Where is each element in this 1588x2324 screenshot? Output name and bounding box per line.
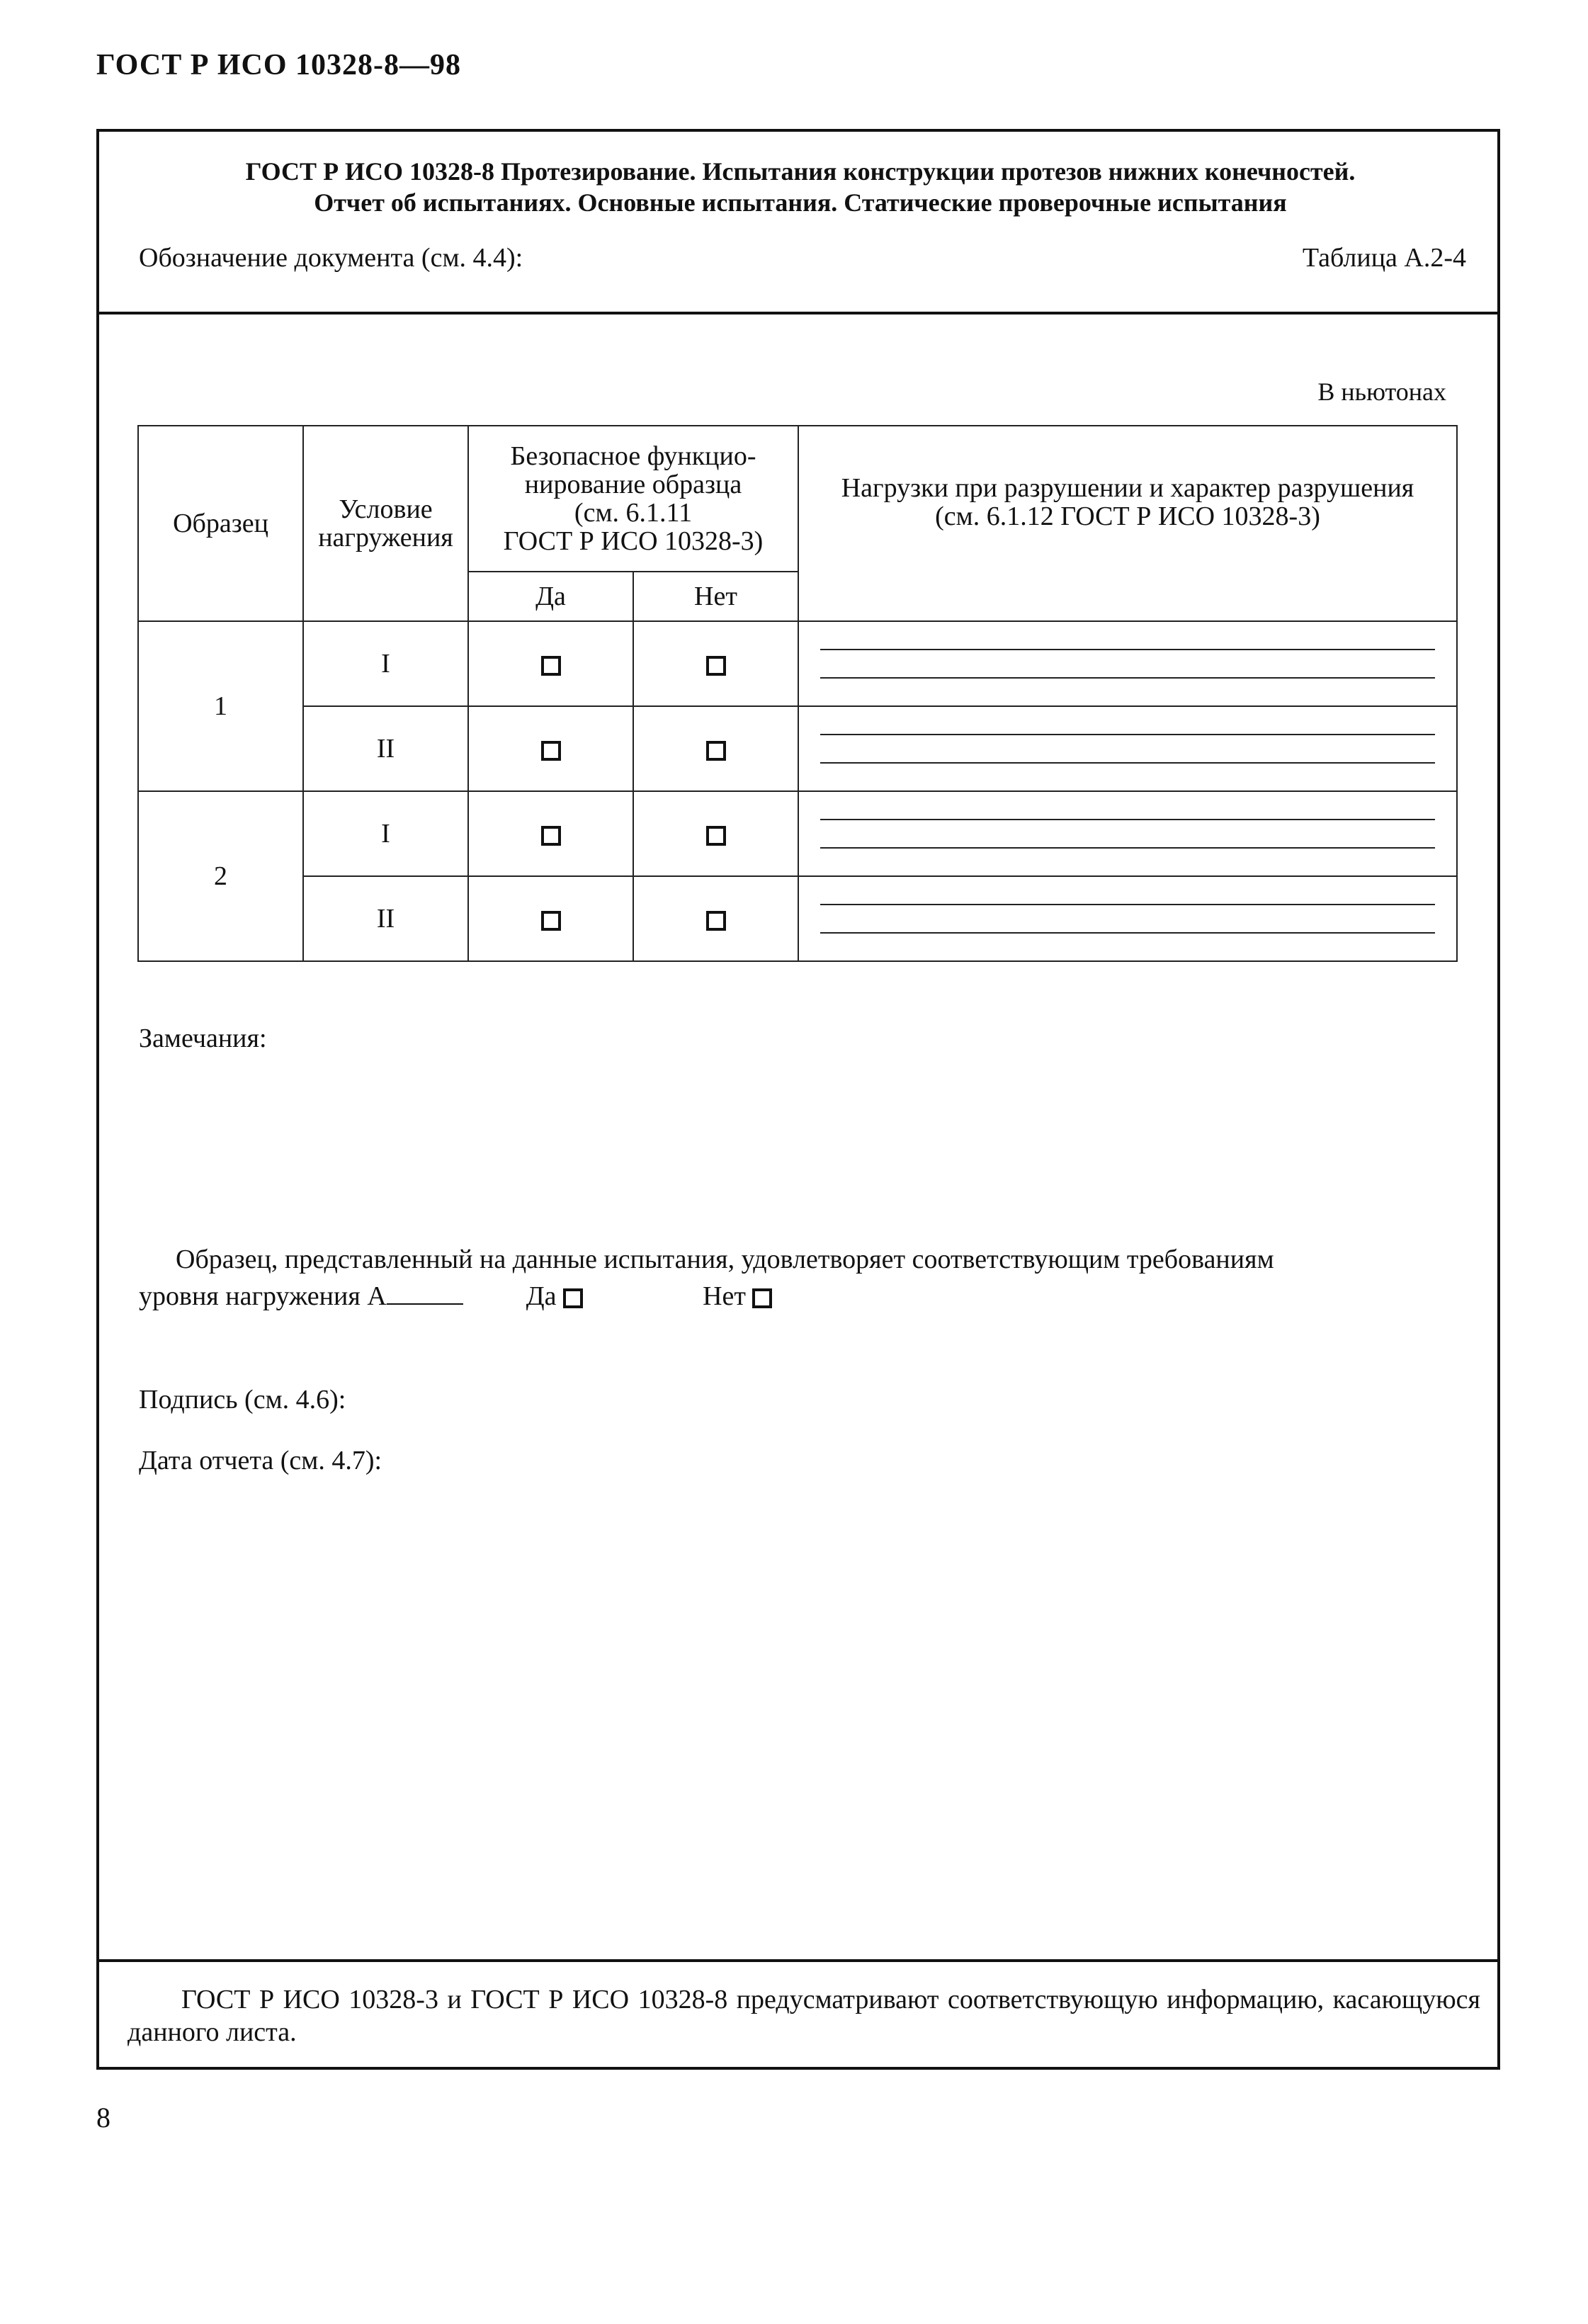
yes-checkbox[interactable] <box>468 876 633 961</box>
load-condition: II <box>303 876 468 961</box>
load-condition: I <box>303 621 468 706</box>
failure-loads-entry[interactable] <box>798 706 1457 791</box>
table-row <box>138 621 1457 706</box>
conformity-yes-checkbox[interactable] <box>563 1288 583 1308</box>
conformity-no-label: Нет <box>703 1281 746 1311</box>
sample-number: 2 <box>138 791 303 961</box>
no-checkbox[interactable] <box>633 791 798 876</box>
header-no: Нет <box>633 572 798 621</box>
remarks-label: Замечания: <box>139 1024 267 1053</box>
table-row <box>138 791 1457 876</box>
yes-checkbox[interactable] <box>468 621 633 706</box>
checkbox-icon <box>541 911 561 931</box>
conformity-no-checkbox[interactable] <box>752 1288 772 1308</box>
conformity-statement: Образец, представленный на данные испытания, удовлетворяет соответствующим требованиям <box>176 1245 1274 1274</box>
header-failure-loads-line-1: Нагрузки при разрушении и характер разрушения <box>841 473 1414 503</box>
footer-note: ГОСТ Р ИСО 10328-3 и ГОСТ Р ИСО 10328-8 предусматривают соответствующую информацию, касающуюся данного листа. <box>127 1985 1480 2047</box>
sample-number: 1 <box>138 621 303 791</box>
load-condition: I <box>303 791 468 876</box>
conformity-load-level <box>139 1281 772 1312</box>
no-checkbox[interactable] <box>633 621 798 706</box>
checkbox-icon <box>541 826 561 846</box>
header-load-condition <box>303 426 468 621</box>
header-safe-function-line-4: ГОСТ Р ИСО 10328-3) <box>503 526 764 556</box>
conformity-yes-label: Да <box>526 1281 557 1311</box>
table-row <box>138 876 1457 961</box>
load-level-field[interactable] <box>387 1282 463 1305</box>
checkbox-icon <box>706 826 726 846</box>
checkbox-icon <box>706 656 726 676</box>
failure-loads-entry[interactable] <box>798 876 1457 961</box>
document-header-code: ГОСТ Р ИСО 10328-8—98 <box>96 49 462 81</box>
header-failure-loads-line-2: (см. 6.1.12 ГОСТ Р ИСО 10328-3) <box>935 501 1320 531</box>
units-label: В ньютонах <box>1317 378 1446 406</box>
checkbox-icon <box>541 656 561 676</box>
header-safe-function-line-3: (см. 6.1.11 <box>574 498 693 528</box>
standard-title-line-2: Отчет об испытаниях. Основные испытания. Статические проверочные испытания <box>314 188 1287 217</box>
no-checkbox[interactable] <box>633 876 798 961</box>
header-safe-function-line-1: Безопасное функцио- <box>510 441 756 471</box>
header-load-condition-line-1: Условие <box>339 494 433 524</box>
header-safe-function <box>468 426 798 572</box>
header-safe-function-line-2: нирование образца <box>524 470 742 499</box>
header-sample: Образец <box>138 426 303 621</box>
yes-checkbox[interactable] <box>468 706 633 791</box>
failure-loads-entry[interactable] <box>798 621 1457 706</box>
no-checkbox[interactable] <box>633 706 798 791</box>
report-date-label: Дата отчета (см. 4.7): <box>139 1446 382 1475</box>
checkbox-icon <box>706 741 726 761</box>
load-level-label: уровня нагружения А <box>139 1281 387 1311</box>
results-table <box>137 425 1458 962</box>
page-number: 8 <box>96 2102 110 2133</box>
standard-title <box>113 156 1487 218</box>
checkbox-icon <box>541 741 561 761</box>
table-row <box>138 706 1457 791</box>
signature-label: Подпись (см. 4.6): <box>139 1385 346 1415</box>
yes-checkbox[interactable] <box>468 791 633 876</box>
document-designation-label: Обозначение документа (см. 4.4): <box>139 243 523 273</box>
checkbox-icon <box>706 911 726 931</box>
header-failure-loads <box>798 426 1457 621</box>
failure-loads-entry[interactable] <box>798 791 1457 876</box>
header-yes: Да <box>468 572 633 621</box>
form-frame <box>96 129 1500 2070</box>
table-reference: Таблица А.2-4 <box>1302 243 1466 273</box>
standard-title-line-1: ГОСТ Р ИСО 10328-8 Протезирование. Испытания конструкции протезов нижних конечностей. <box>245 157 1356 186</box>
header-load-condition-line-2: нагружения <box>318 523 453 552</box>
load-condition: II <box>303 706 468 791</box>
